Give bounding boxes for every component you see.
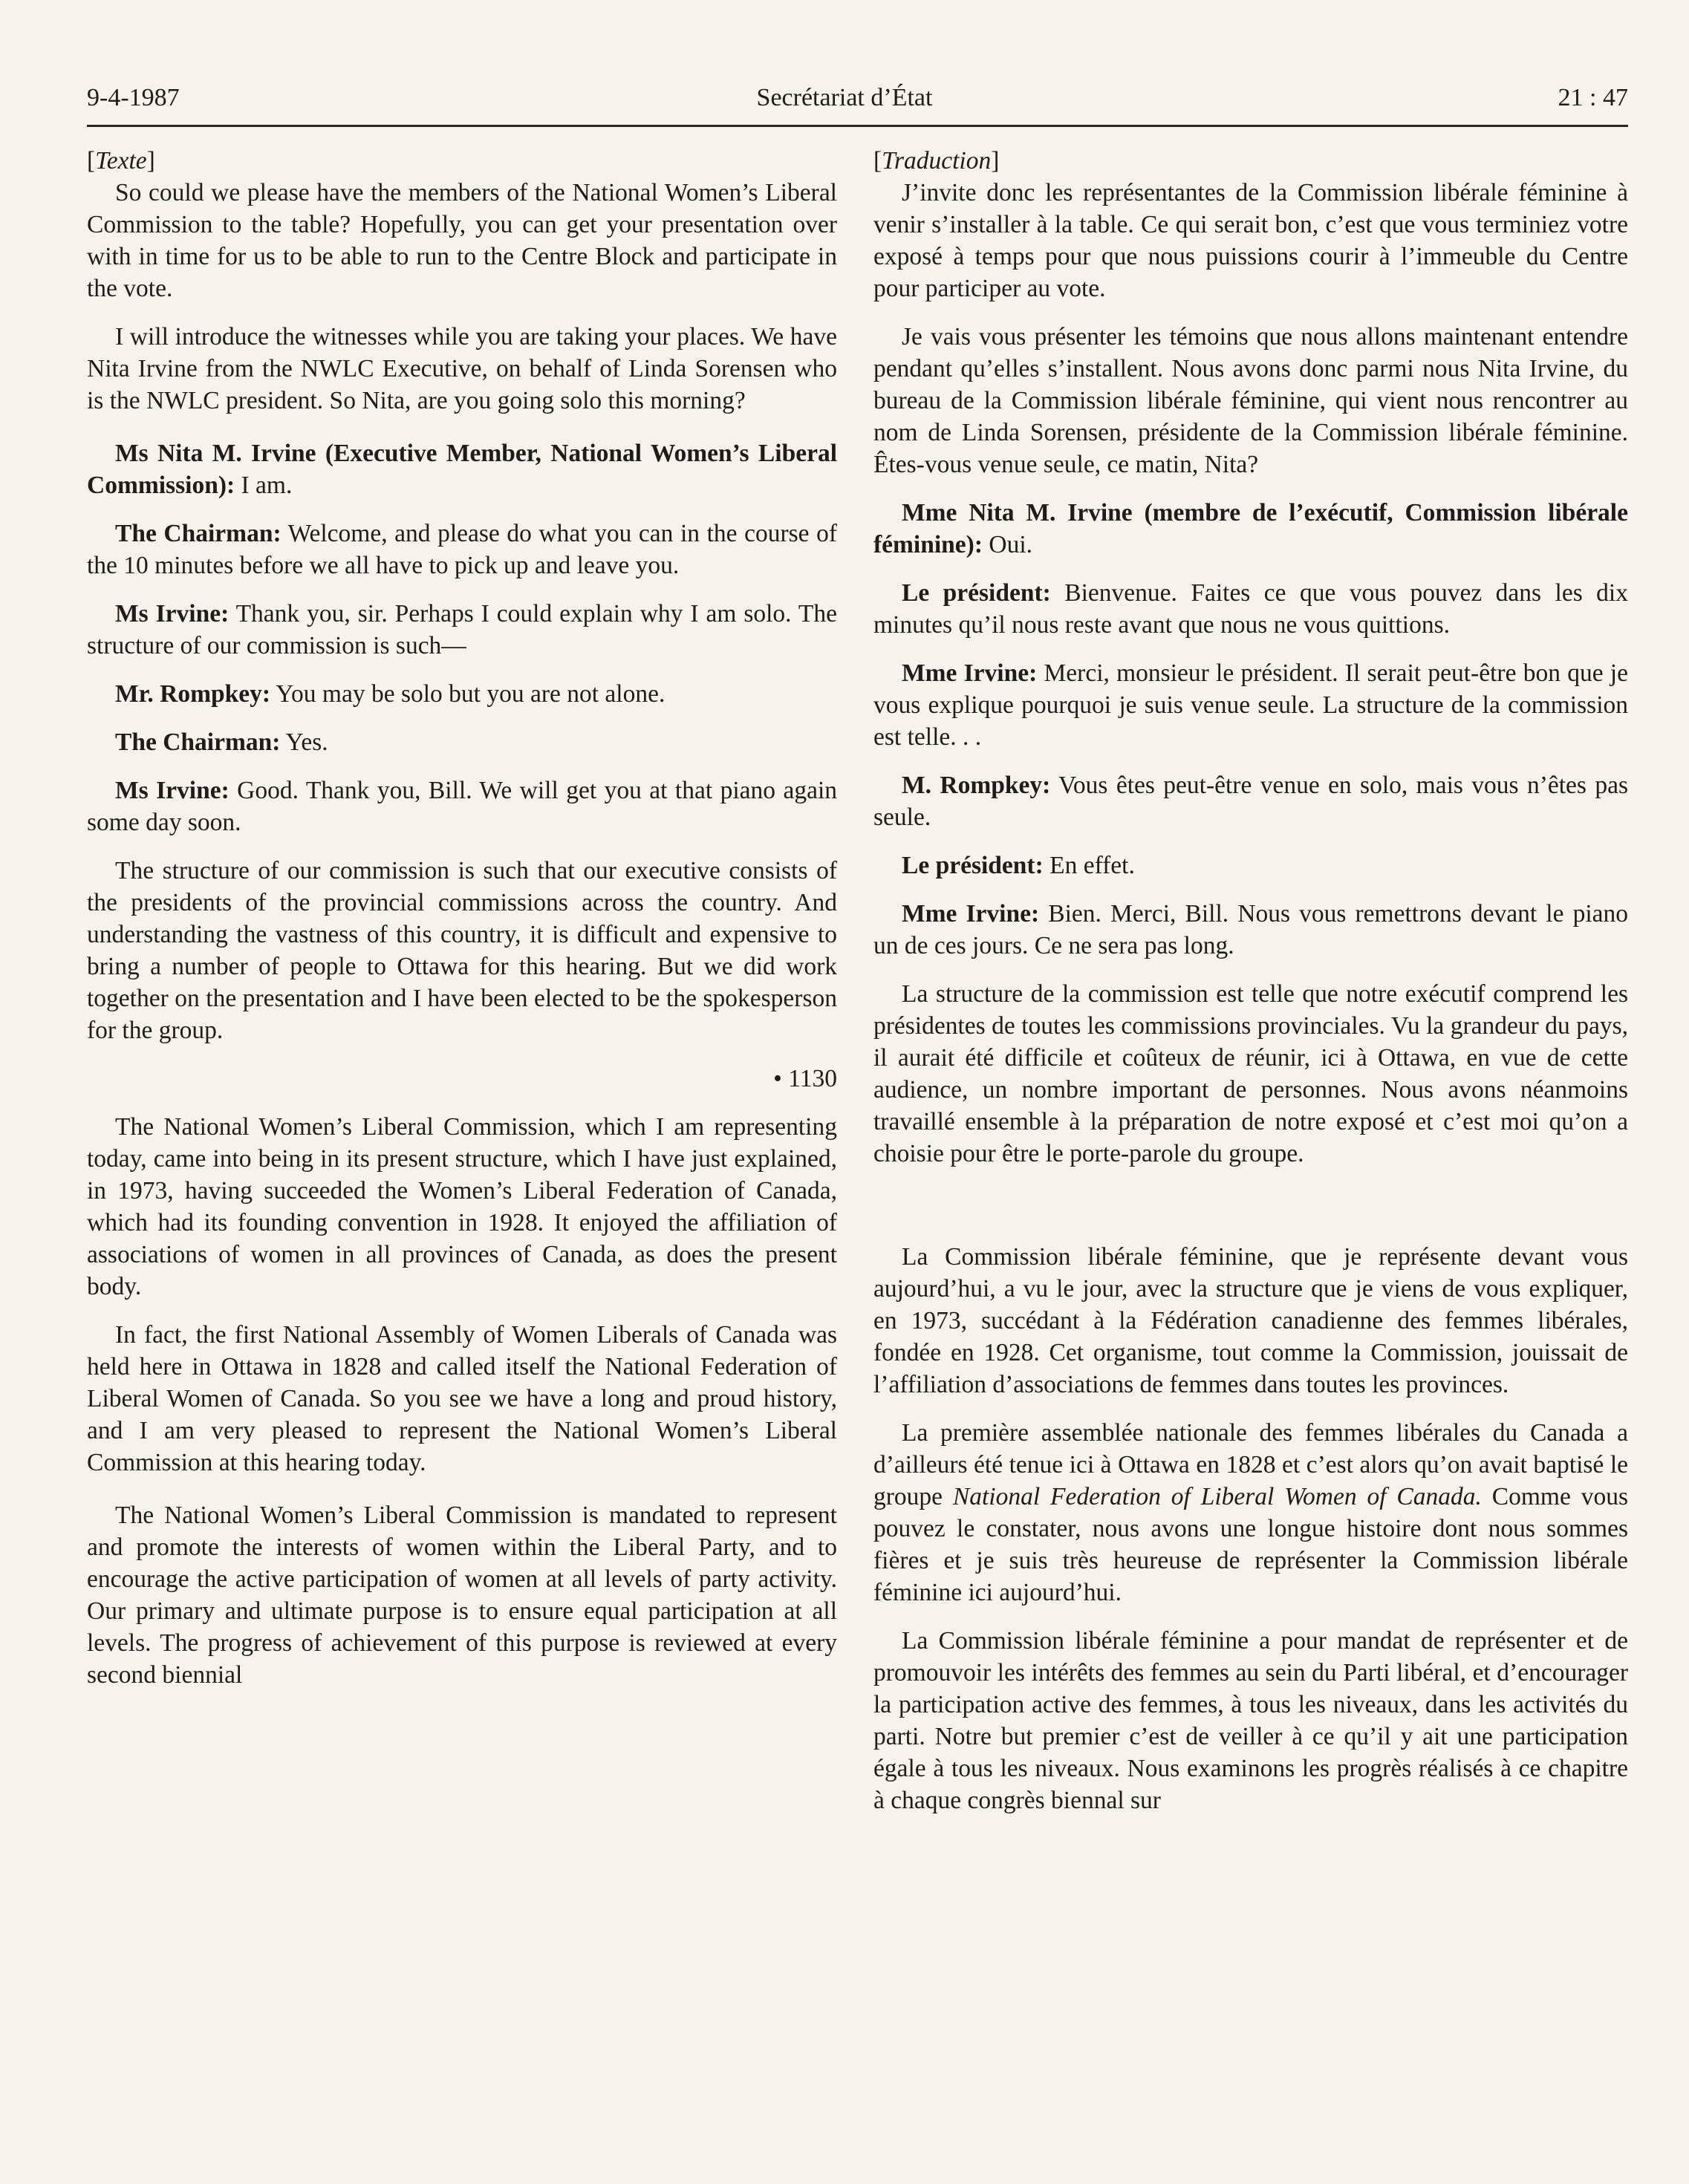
paragraph: La Commission libérale féminine, que je représente devant vous aujourd’hui, a vu le jour, avec la structure que je viens de vous expliquer, en 1973, succédant à la Fédération canadienne des femmes libérales, fondée en 1928. Cet organisme, tout comme la Commission, jouissait de l’affiliation d’associations de femmes dans toutes les provinces. (873, 1243, 1628, 1398)
french-column (873, 145, 1628, 1833)
paragraph-text: Comme vous pouvez le constater, nous avons une longue histoire dont nous sommes fières et je suis très heureuse de représenter la Commission libérale féminine ici aujourd’hui. (873, 1483, 1628, 1606)
speech (873, 497, 1628, 561)
speech-text: Oui. (983, 531, 1032, 558)
paragraph: The National Women’s Liberal Commission, which I am representing today, came into being in its present structure, which I have just explained, in 1973, having succeeded the Women’s Liberal Federation of Canada, which had its founding convention in 1928. It enjoyed the affiliation of associations of women in all provinces of Canada, as does the present body. (87, 1113, 837, 1300)
speaker-name: Le président: (902, 579, 1051, 607)
speaker-name: Le président: (902, 852, 1044, 879)
speech-text: You may be solo but you are not alone. (270, 680, 665, 708)
paragraph: In fact, the first National Assembly of Women Liberals of Canada was held here in Ottawa in 1828 and called itself the National Federation of Liberal Women of Canada. So you see we have a long and proud history, and I am very pleased to represent the National Women’s Liberal Commission at this hearing today. (87, 1321, 837, 1476)
section-tag-text: Traduction (882, 147, 992, 175)
section-tag: [Texte] (87, 147, 155, 175)
speech (87, 518, 837, 581)
paragraph: So could we please have the members of the National Women’s Liberal Commission to the table? Hopefully, you can get your presentation over with in time for us to be able to run to the Centre Block and participate in the vote. (87, 179, 837, 302)
speech (873, 769, 1628, 833)
speech (87, 598, 837, 662)
speaker-name: Mme Nita M. Irvine (membre de l’exécutif, Commission libérale féminine): (873, 499, 1628, 558)
speech-text: Bienvenue. Faites ce que vous pouvez dans les dix minutes qu’il nous reste avant que nous ne vous quittions. (873, 579, 1628, 639)
paragraph: The National Women’s Liberal Commission is mandated to represent and promote the interests of women within the Liberal Party, and to encourage the active participation of women at all levels of party activity. Our primary and ultimate purpose is to ensure equal participation at all levels. The progress of achievement of this purpose is reviewed at every second biennial (87, 1502, 837, 1689)
speech-text: I am. (235, 472, 293, 499)
header-rule (87, 125, 1628, 127)
speaker-name: Mr. Rompkey: (115, 680, 271, 708)
speaker-name: Mme Irvine: (902, 659, 1038, 687)
section-tag-text: Texte (95, 147, 147, 175)
speech-text: Bien. Merci, Bill. Nous vous remettrons devant le piano un de ces jours. Ce ne sera pas long. (873, 900, 1629, 959)
paragraph: La structure de la commission est telle que notre exécutif comprend les présidentes de toutes les commissions provinciales. Vu la grandeur du pays, il aurait été difficile et coûteux de réunir, ici à Ottawa, en vue de cette audience, un nombre important de personnes. Nous avons néanmoins travaillé ensemble à la préparation de notre exposé et c’est moi qu’on a choisie pour être le porte-parole du groupe. (873, 980, 1628, 1167)
speaker-name: The Chairman: (115, 728, 281, 756)
speaker-name: Ms Irvine: (115, 600, 230, 628)
speaker-name: M. Rompkey: (902, 772, 1051, 799)
paragraph (873, 1417, 1628, 1608)
speech (873, 577, 1628, 641)
speech (87, 678, 837, 710)
speech (873, 898, 1628, 962)
header-page-number: 21 : 47 (1558, 84, 1628, 111)
speech-text: Yes. (280, 728, 328, 756)
paragraph: The structure of our commission is such that our executive consists of the presidents of the provincial commissions across the country. And understanding the vastness of this country, it is difficult and expensive to bring a number of people to Ottawa for this hearing. But we did work together on the presentation and I have been elected to be the spokesperson for the group. (87, 857, 837, 1044)
speech (87, 775, 837, 838)
speech-text: Vous êtes peut-être venue en solo, mais vous n’êtes pas seule. (873, 772, 1628, 831)
paragraph: J’invite donc les représentantes de la Commission libérale féminine à venir s’installer à la table. Ce qui serait bon, c’est que vous terminiez votre exposé à temps pour que nous puissions courir à l’immeuble du Centre pour participer au vote. (873, 179, 1628, 302)
paragraph-text: La première assemblée nationale des femmes libérales du Canada a d’ailleurs été tenue ici à Ottawa en 1828 et c’est alors qu’on avait baptisé le groupe (873, 1419, 1628, 1510)
paragraph-italic-text: National Federation of Liberal Women of Canada. (952, 1483, 1482, 1510)
paragraph: I will introduce the witnesses while you are taking your places. We have Nita Irvine from the NWLC Executive, on behalf of Linda Sorensen who is the NWLC president. So Nita, are you going solo this morning? (87, 323, 837, 414)
speech (87, 437, 837, 501)
speech-text: Welcome, and please do what you can in the course of the 10 minutes before we all have to pick up and leave you. (87, 520, 837, 579)
speaker-name: Ms Nita M. Irvine (Executive Member, National Women’s Liberal Commission): (87, 440, 837, 499)
speech (873, 850, 1628, 881)
header-date: 9-4-1987 (87, 84, 180, 111)
speech-text: En effet. (1043, 852, 1135, 879)
header-title: Secrétariat d’État (756, 84, 933, 111)
paragraph: Je vais vous présenter les témoins que nous allons maintenant entendre pendant qu’elles s’installent. Nous avons donc parmi nous Nita Irvine, du bureau de la Commission libérale féminine, qui vient nous rencontrer au nom de Linda Sorensen, présidente de la Commission libérale féminine. Êtes-vous venue seule, ce matin, Nita? (873, 323, 1628, 478)
paragraph: La Commission libérale féminine a pour mandat de représenter et de promouvoir les intérêts des femmes au sein du Parti libéral, et d’encourager la participation active des femmes, à tous les niveaux, dans les activités du parti. Notre but premier c’est de veiller à ce qu’il y ait une participation égale à tous les niveaux. Nous examinons les progrès réalisés à ce chapitre à chaque congrès biennal sur (873, 1627, 1628, 1814)
speaker-name: Ms Irvine: (115, 777, 230, 804)
speech (873, 657, 1628, 753)
section-tag: [Traduction] (873, 147, 1000, 175)
time-marker: • 1130 (773, 1065, 837, 1092)
speech (87, 726, 837, 758)
english-column (87, 145, 837, 1707)
speaker-name: Mme Irvine: (902, 900, 1040, 928)
speech-text: Merci, monsieur le président. Il serait peut-être bon que je vous explique pourquoi je suis venue seule. La structure de la commission est telle. . . (873, 659, 1628, 751)
speech-text: Good. Thank you, Bill. We will get you at that piano again some day soon. (87, 777, 838, 836)
speech-text: Thank you, sir. Perhaps I could explain why I am solo. The structure of our commission is such— (87, 600, 837, 659)
speaker-name: The Chairman: (115, 520, 282, 547)
